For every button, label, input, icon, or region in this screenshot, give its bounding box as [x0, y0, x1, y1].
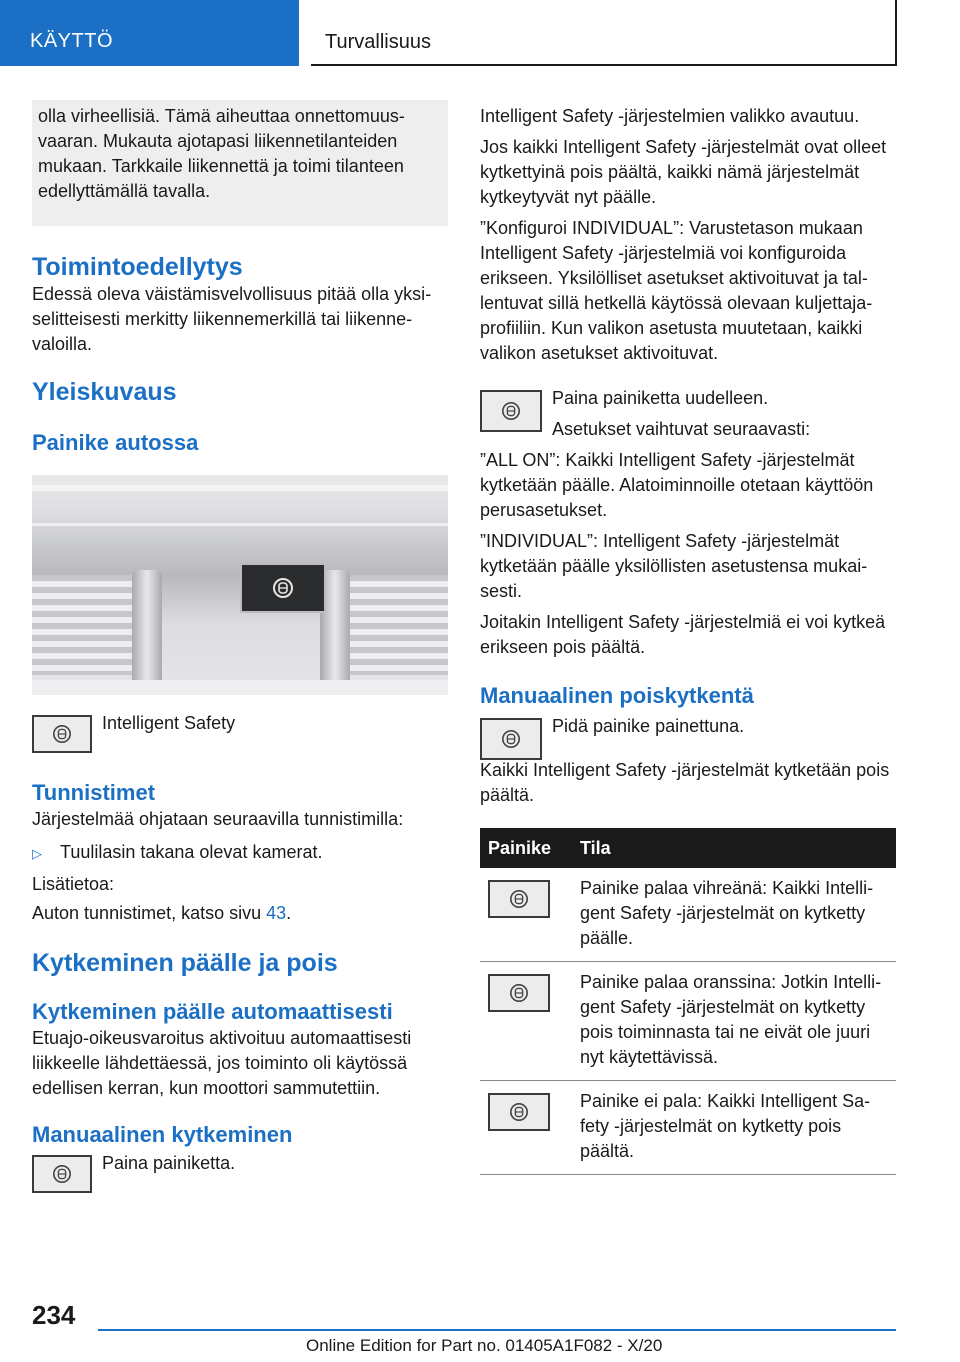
left-column [32, 100, 448, 1193]
intelligent-safety-icon [488, 1093, 550, 1131]
intelligent-safety-icon [32, 1155, 92, 1193]
press-again-row [480, 386, 896, 448]
table-header-painike: Painike [480, 828, 572, 868]
triangle-right-icon: ▷ [32, 846, 42, 861]
paragraph-all-on: ”ALL ON”: Kaikki Intelligent Safety -järjestelmät kytketään päälle. Alatoiminnoille otetaan käyttöön perusasetukset. [480, 450, 874, 520]
list-item [32, 840, 448, 866]
paragraph-configure: ”Konfiguroi INDIVIDUAL”: Varustetason mukaan Intelligent Safety -järjestelmiä voi konfiguroida erikseen. Yksilölliset asetukset aktivoituvat ja tallentuvat sillä hetkellä käytössä olevaan kuljettajaprofiiliin. Kun valikon asetusta muutetaan, kaikki valikon asetukset aktivoituvat. [480, 218, 873, 363]
dashboard-photo [32, 475, 448, 695]
heading-yleiskuvaus: Yleiskuvaus [32, 378, 177, 406]
dashboard-safety-button [240, 563, 326, 613]
table-header-row [480, 828, 896, 868]
table-row [480, 868, 896, 962]
intelligent-safety-icon [488, 974, 550, 1012]
heading-kytkeminen: Kytkeminen päälle ja pois [32, 949, 338, 977]
intelligent-safety-icon [272, 577, 294, 604]
intelligent-safety-icon [488, 880, 550, 918]
heading-painike-autossa: Painike autossa [32, 430, 199, 455]
intelligent-safety-icon [480, 390, 542, 432]
warning-box [32, 100, 448, 226]
status-table [480, 828, 896, 1175]
table-row [480, 962, 896, 1081]
right-column [480, 100, 896, 1175]
section-title: KÄYTTÖ [30, 30, 114, 52]
hold-button-text: Pidä painike painettuna. [552, 716, 745, 736]
paragraph-automaattisesti: Etuajo-oikeusvaroitus aktivoituu automaattisesti liikkeelle lähdettäessä, jos toiminto oli käytössä edellisen kerran, kun moottori sammutettiin. [32, 1028, 412, 1098]
heading-manuaalinen-kytkeminen: Manuaalinen kytkeminen [32, 1122, 293, 1147]
table-cell-status: Painike palaa oranssina: Jotkin Intelligent Safety -järjestelmät on kytketty pois toiminnasta tai ne eivät ole juuri nyt käytettävissä. [572, 962, 896, 1081]
bullet-text: Tuulilasin takana olevat kamerat. [60, 842, 323, 862]
press-button-row [32, 1151, 448, 1193]
chapter-header [311, 0, 897, 66]
page-reference-link[interactable]: 43 [266, 903, 287, 923]
warning-text: olla virheellisiä. Tämä aiheuttaa onnettomuusvaaran. Mukauta ajotapasi liikennetilanteiden mukaan. Tarkkaile liikennettä ja toimi tilanteen edellyttämällä tavalla. [38, 106, 405, 201]
table-cell-status: Painike ei pala: Kaikki Intelligent Safety -järjestelmät on kytketty pois päältä. [572, 1081, 896, 1175]
reference-end: . [286, 903, 292, 923]
press-button-text: Paina painiketta. [102, 1153, 236, 1173]
table-cell-status: Painike palaa vihreänä: Kaikki Intelligent Safety -järjestelmät on kytketty päälle. [572, 868, 896, 962]
heading-automaattisesti: Kytkeminen päälle automaattisesti [32, 999, 393, 1024]
intelligent-safety-icon [32, 715, 92, 753]
footer-divider [98, 1329, 896, 1331]
paragraph-menu-opens: Intelligent Safety -järjestelmien valikko avautuu. [480, 106, 860, 126]
press-again-text: Paina painiketta uudelleen. [552, 388, 769, 408]
reference-text: Auton tunnistimet, katso sivu [32, 903, 267, 923]
paragraph-all-off-on: Jos kaikki Intelligent Safety -järjestelmät ovat olleet kytkettyinä pois päältä, kaikki nämä järjestelmät kytkeytyvät nyt päälle. [480, 137, 887, 207]
heading-manuaalinen-poiskytkenta: Manuaalinen poiskytkentä [480, 683, 754, 708]
table-row [480, 1081, 896, 1175]
heading-tunnistimet: Tunnistimet [32, 780, 156, 805]
paragraph-individual: ”INDIVIDUAL”: Intelligent Safety -järjestelmät kytketään päälle yksilöllisten asetustensa mukaisesti. [480, 531, 868, 601]
chapter-title: Turvallisuus [325, 31, 431, 53]
paragraph-some-cannot: Joitakin Intelligent Safety -järjestelmiä ei voi kytkeä erikseen pois päältä. [480, 612, 886, 657]
button-caption-row [32, 711, 448, 753]
paragraph-all-off: Kaikki Intelligent Safety -järjestelmät kytketään pois päältä. [480, 760, 890, 805]
reference-line [32, 901, 448, 926]
paragraph-tunnistimet: Järjestelmää ohjataan seuraavilla tunnistimilla: [32, 809, 404, 829]
heading-toimintoedellytys: Toimintoedellytys [32, 253, 243, 281]
page-number: 234 [32, 1300, 76, 1330]
label-lisatietoa: Lisätietoa: [32, 874, 115, 894]
button-caption: Intelligent Safety [102, 713, 236, 733]
paragraph-toimintoedellytys: Edessä oleva väistämisvelvollisuus pitää olla yksiselitteisesti merkitty liikennemerkillä tai liikennevaloilla. [32, 284, 432, 354]
settings-change-text: Asetukset vaihtuvat seuraavasti: [552, 419, 811, 439]
table-header-tila: Tila [572, 828, 896, 868]
footer-edition: Online Edition for Part no. 01405A1F082 - X/20 [306, 1336, 663, 1355]
hold-button-row [480, 714, 896, 760]
intelligent-safety-icon [480, 718, 542, 760]
section-tab [0, 0, 299, 66]
